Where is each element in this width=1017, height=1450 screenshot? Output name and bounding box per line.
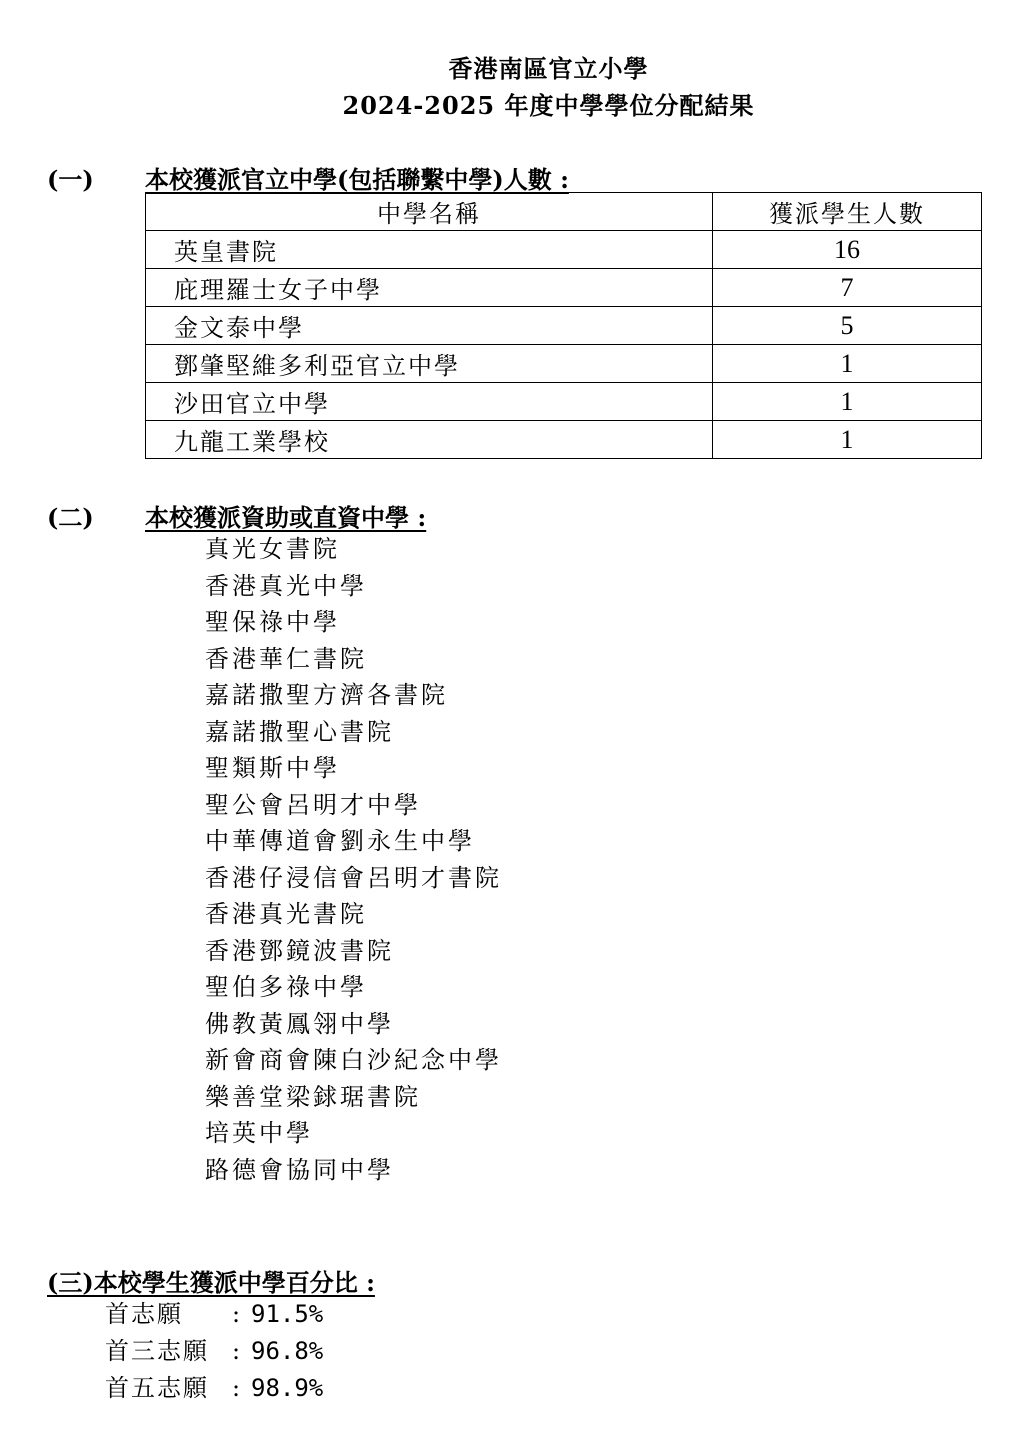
section3-heading: (三)本校學生獲派中學百分比 : [47,1268,375,1297]
column-header-school-name: 中學名稱 [146,193,713,231]
percentage-label: 首三志願 [105,1337,209,1365]
percentage-label: 首志願 [105,1300,183,1328]
student-count-cell: 1 [713,345,982,383]
table-row [146,345,982,383]
list-item: 聖伯多祿中學 [205,973,367,1001]
student-count-cell: 16 [713,231,982,269]
list-item: 嘉諾撒聖心書院 [205,717,394,746]
table-row [146,269,982,307]
allocation-table [145,192,982,459]
school-name-cell: 庇理羅士女子中學 [146,269,713,307]
colon-separator: : [231,1374,243,1402]
colon-separator: : [231,1337,243,1365]
student-count-cell: 7 [713,269,982,307]
school-name-cell: 金文泰中學 [146,307,713,345]
report-title: 2024-2025 年度中學學位分配結果 [342,91,755,120]
table-row [146,383,982,421]
colon-separator: : [231,1300,243,1328]
list-item: 真光女書院 [205,535,340,563]
list-item: 新會商會陳白沙紀念中學 [205,1046,502,1074]
school-name-cell: 九龍工業學校 [146,421,713,459]
list-item: 路德會協同中學 [205,1155,394,1184]
student-count-cell: 5 [713,307,982,345]
percentage-row [105,1370,323,1407]
section2-heading: 本校獲派資助或直資中學 : [145,503,427,532]
list-item: 香港鄧鏡波書院 [205,936,394,965]
percentage-value: 98.9% [251,1374,324,1402]
list-item: 中華傳道會劉永生中學 [205,827,475,855]
list-item: 香港真光書院 [205,900,367,928]
list-item: 香港華仁書院 [205,644,367,673]
student-count-cell: 1 [713,383,982,421]
list-item: 佛教黃鳳翎中學 [205,1009,394,1038]
student-count-cell: 1 [713,421,982,459]
table-row [146,231,982,269]
section1-heading: 本校獲派官立中學(包括聯繫中學)人數 : [145,165,569,194]
percentage-list [105,1296,323,1407]
section1-number: (一) [47,165,94,194]
list-item: 香港仔浸信會呂明才書院 [205,863,502,892]
school-name-cell: 鄧肇堅維多利亞官立中學 [146,345,713,383]
percentage-row [105,1333,323,1370]
school-name-cell: 英皇書院 [146,231,713,269]
list-item: 聖類斯中學 [205,754,340,782]
percentage-value: 96.8% [251,1337,324,1365]
table-row [146,307,982,345]
list-item: 聖公會呂明才中學 [205,790,421,819]
list-item: 嘉諾撒聖方濟各書院 [205,681,448,709]
table-row [146,421,982,459]
table-header-row [146,193,982,231]
list-item: 聖保祿中學 [205,608,340,636]
percentage-row [105,1296,323,1333]
list-item: 培英中學 [205,1119,313,1147]
percentage-value: 91.5% [251,1300,324,1328]
column-header-student-count: 獲派學生人數 [713,193,982,231]
school-name-cell: 沙田官立中學 [146,383,713,421]
section2-number: (二) [47,503,94,532]
school-name-title: 香港南區官立小學 [448,54,649,83]
list-item: 香港真光中學 [205,571,367,600]
subsidized-school-list [205,531,502,1188]
list-item: 樂善堂梁銶琚書院 [205,1082,421,1111]
percentage-label: 首五志願 [105,1374,209,1402]
